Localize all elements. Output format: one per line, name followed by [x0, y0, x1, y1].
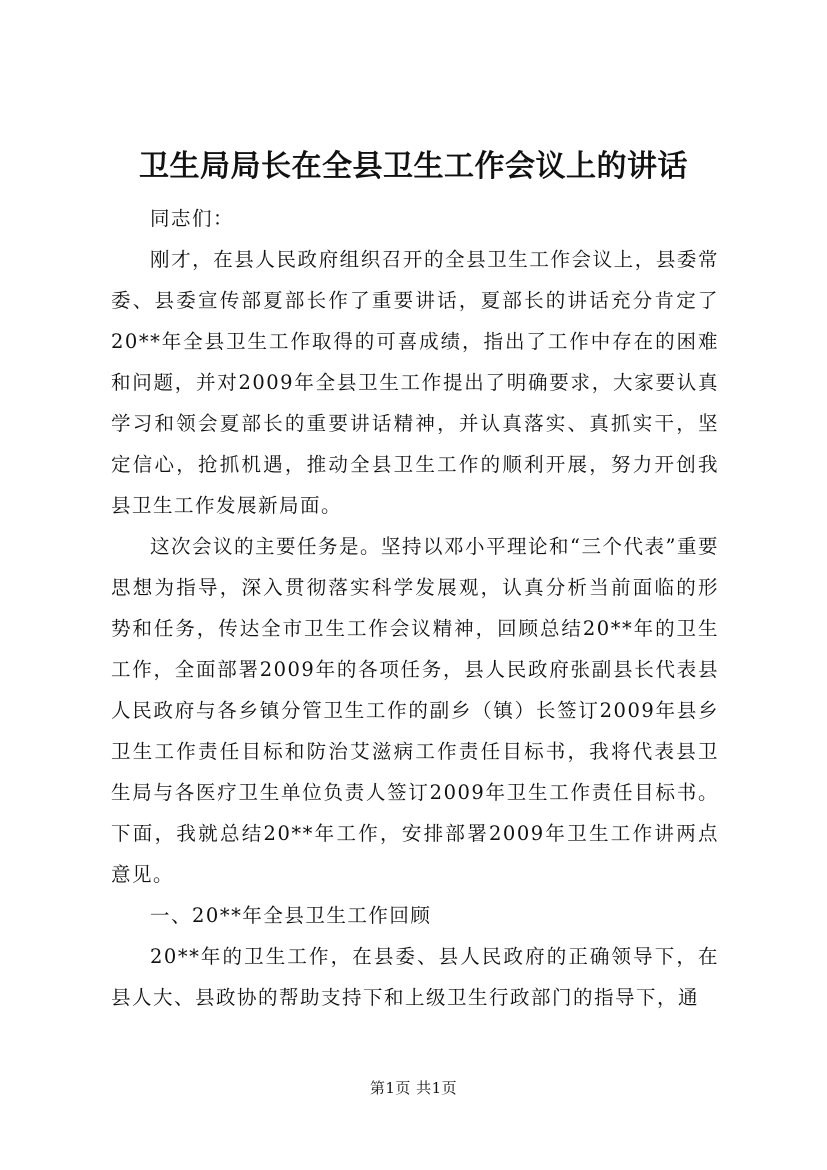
body-paragraph: 刚才，在县人民政府组织召开的全县卫生工作会议上，县委常委、县委宣传部夏部长作了重要讲话，夏部长的讲话充分肯定了20**年全县卫生工作取得的可喜成绩，指出了工作中存在的困难和问题，并对2009年全县卫生工作提出了明确要求，大家要认真学习和领会夏部长的重要讲话精神，并认真落实、真抓实干，坚定信心，抢抓机遇，推动全县卫生工作的顺利开展，努力开创我县卫生工作发展新局面。 — [111, 248, 719, 517]
document-body — [111, 198, 719, 1018]
salutation-paragraph: 同志们： — [150, 207, 235, 230]
document-title: 卫生局局长在全县卫生工作会议上的讲话 — [139, 149, 688, 184]
body-paragraph: 这次会议的主要任务是。坚持以邓小平理论和“三个代表”重要思想为指导，深入贯彻落实科学发展观，认真分析当前面临的形势和任务，传达全市卫生工作会议精神，回顾总结20**年的卫生工作，全面部署2009年的各项任务，县人民政府张副县长代表县人民政府与各乡镇分管卫生工作的副乡（镇）长签订2009年县乡卫生工作责任目标和防治艾滋病工作责任目标书，我将代表县卫生局与各医疗卫生单位负责人签订2009年卫生工作责任目标书。下面，我就总结20**年工作，安排部署2009年卫生工作讲两点意见。 — [111, 535, 719, 886]
body-paragraph: 20**年的卫生工作，在县委、县人民政府的正确领导下，在县人大、县政协的帮助支持下和上级卫生行政部门的指导下，通 — [111, 945, 719, 1009]
page-number-footer: 第1页 共1页 — [369, 1079, 458, 1097]
section-heading: 一、20**年全县卫生工作回顾 — [150, 904, 432, 927]
